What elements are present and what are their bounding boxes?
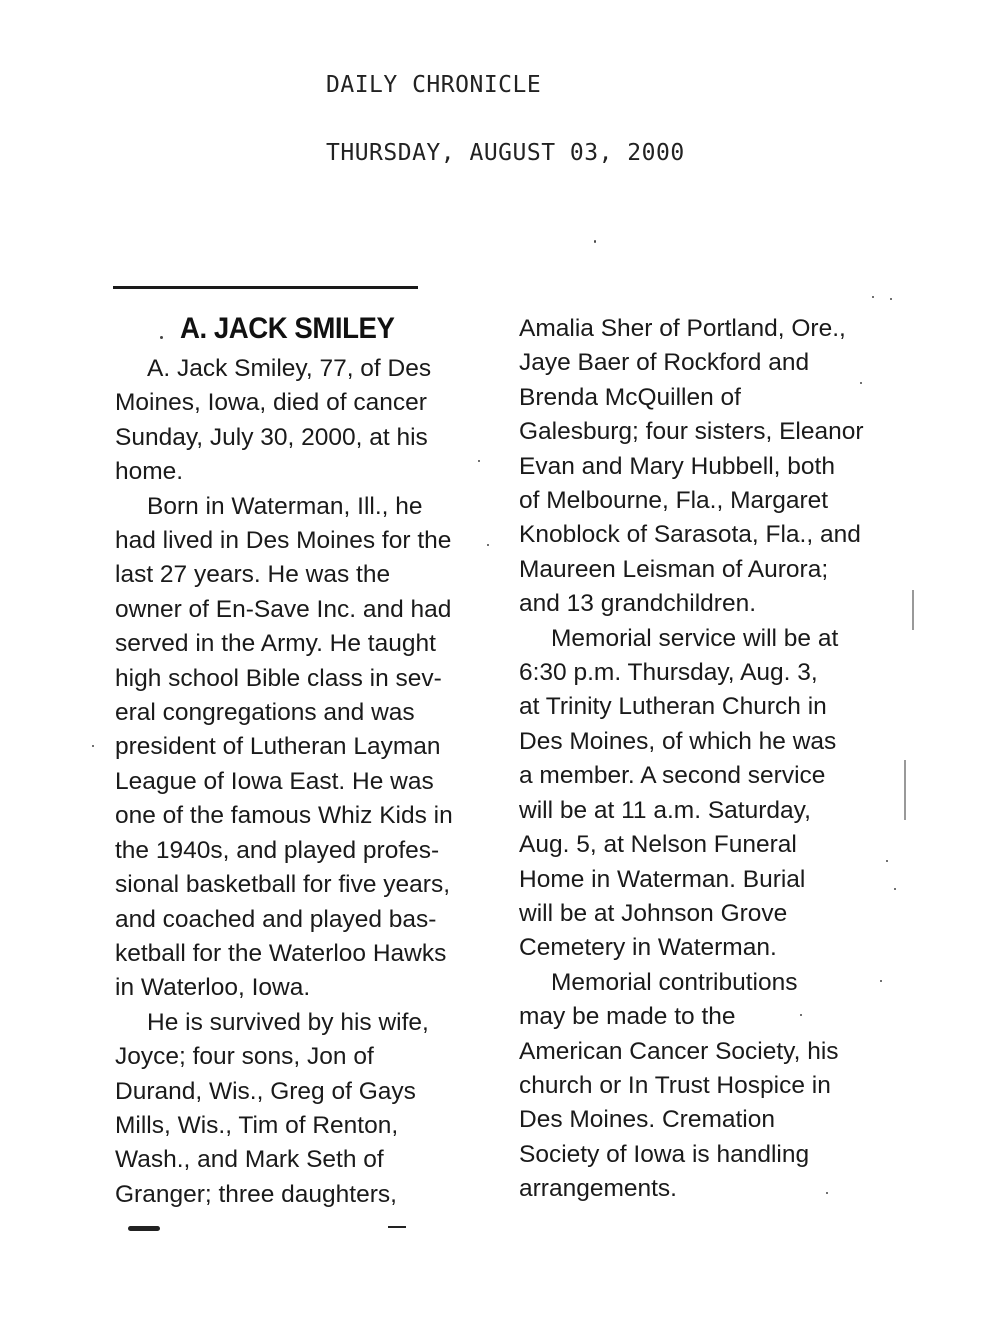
obituary-text-line: Joyce; four sons, Jon of (115, 1043, 374, 1071)
obituary-text-line: and 13 grandchildren. (519, 590, 757, 618)
obituary-text-line: Aug. 5, at Nelson Funeral (519, 831, 797, 859)
obituary-text-line: Wash., and Mark Seth of (115, 1146, 384, 1174)
obituary-text-line: Memorial service will be at (551, 624, 839, 652)
obituary-text-line: the 1940s, and played profes- (115, 836, 440, 864)
obituary-text-line: will be at Johnson Grove (519, 899, 788, 927)
obituary-text-line: American Cancer Society, his (519, 1037, 839, 1065)
obituary-text-line: last 27 years. He was the (115, 561, 391, 589)
obituary-column-left (115, 352, 495, 1212)
obituary-text-line: He is survived by his wife, (147, 1008, 429, 1036)
obituary-text-line: Born in Waterman, Ill., he (147, 492, 423, 520)
obituary-text-line: A. Jack Smiley, 77, of Des (147, 355, 432, 382)
obituary-text-line: Durand, Wis., Greg of Gays (115, 1077, 416, 1105)
obituary-text-line: and coached and played bas- (115, 905, 437, 933)
obituary-text-line: Sunday, July 30, 2000, at his (115, 423, 428, 451)
obituary-text-line: 6:30 p.m. Thursday, Aug. 3, (519, 659, 818, 687)
obituary-text-line: church or In Trust Hospice in (519, 1071, 831, 1099)
obituary-text-line: Brenda McQuillen of (519, 383, 741, 411)
obituary-text-line: high school Bible class in sev- (115, 664, 442, 692)
obituary-text-line: will be at 11 a.m. Saturday, (519, 796, 811, 824)
scan-edge-mark-right (912, 590, 914, 630)
obituary-text-line: League of Iowa East. He was (115, 767, 434, 795)
obituary-text-line: Mills, Wis., Tim of Renton, (115, 1111, 399, 1139)
obituary-text-line: ketball for the Waterloo Hawks (115, 939, 447, 967)
obituary-column-right (519, 312, 899, 1207)
newspaper-name: DAILY CHRONICLE (326, 72, 542, 98)
obituary-text-line: home. (115, 458, 184, 486)
obituary-text-line: one of the famous Whiz Kids in (115, 802, 453, 830)
publication-date: THURSDAY, AUGUST 03, 2000 (326, 140, 685, 166)
obituary-headline: A. JACK SMILEY (180, 312, 395, 345)
headline-rule (113, 286, 418, 289)
obituary-text-line: sional basketball for five years, (115, 871, 450, 899)
obituary-text-line: Memorial contributions (551, 968, 798, 996)
scan-edge-mark-right-2 (904, 760, 906, 820)
obituary-text-line: in Waterloo, Iowa. (115, 974, 311, 1002)
obituary-text-line: Cemetery in Waterman. (519, 934, 777, 962)
obituary-text-line: owner of En-Save Inc. and had (115, 595, 452, 623)
obituary-text-line: Maureen Leisman of Aurora; (519, 555, 829, 583)
obituary-text-line: Des Moines, of which he was (519, 727, 837, 755)
obituary-text-line: may be made to the (519, 1003, 736, 1031)
obituary-text-line: at Trinity Lutheran Church in (519, 693, 827, 721)
obituary-text-line: a member. A second service (519, 762, 826, 790)
obituary-text-line: Society of Iowa is handling (519, 1140, 810, 1168)
scan-edge-mark-center (388, 1226, 406, 1228)
obituary-text-line: had lived in Des Moines for the (115, 527, 452, 555)
obituary-text-line: served in the Army. He taught (115, 630, 436, 658)
obituary-text-line: president of Lutheran Layman (115, 733, 441, 761)
obituary-text-line: Des Moines. Cremation (519, 1106, 775, 1134)
obituary-text-line: Galesburg; four sisters, Eleanor (519, 418, 864, 446)
obituary-text-line: of Melbourne, Fla., Margaret (519, 487, 829, 515)
obituary-text-line: arrangements. (519, 1175, 677, 1203)
obituary-text-line: Home in Waterman. Burial (519, 865, 806, 893)
obituary-text-line: eral congregations and was (115, 699, 415, 727)
obituary-text-line: Jaye Baer of Rockford and (519, 349, 810, 377)
obituary-text-line: Knoblock of Sarasota, Fla., and (519, 521, 861, 549)
scan-edge-mark-left (128, 1226, 160, 1231)
obituary-text-line: Amalia Sher of Portland, Ore., (519, 315, 846, 342)
obituary-text-line: Moines, Iowa, died of cancer (115, 389, 427, 417)
obituary-text-line: Granger; three daughters, (115, 1180, 397, 1208)
obituary-text-line: Evan and Mary Hubbell, both (519, 452, 835, 480)
